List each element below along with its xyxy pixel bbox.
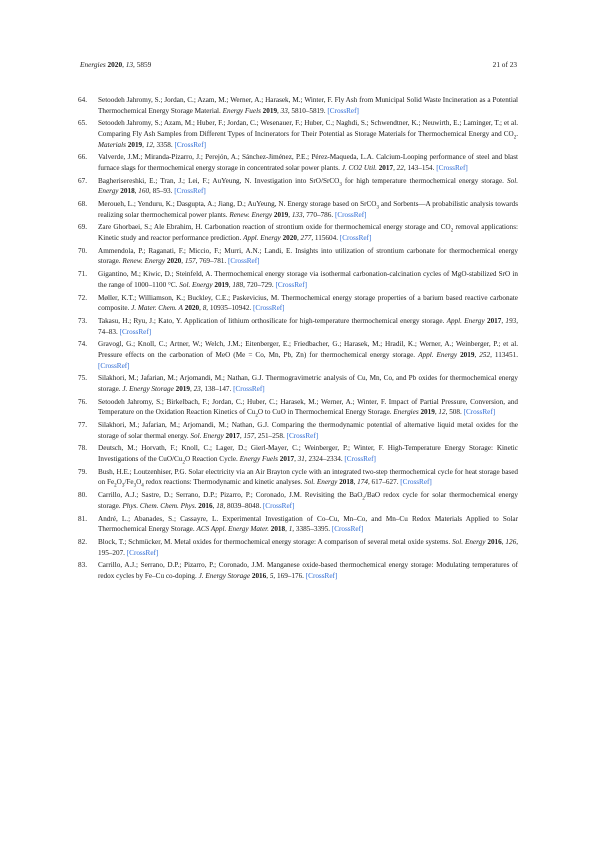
crossref-link[interactable]: [CrossRef] xyxy=(339,234,372,243)
reference-item xyxy=(78,514,518,535)
reference-title: Comparing the thermodynamic potential of alternative liquid metal oxides for the storage of solar thermal energy. xyxy=(98,421,518,440)
reference-authors: Bagherisereshki, E.; Tran, J.; Lei, F.; AuYeung, N. xyxy=(98,176,255,185)
reference-journal: Sol. Energy xyxy=(304,478,338,487)
reference-pages: 8039–8048. xyxy=(226,501,262,510)
reference-year: 2016 xyxy=(487,537,502,546)
reference-item xyxy=(78,199,518,220)
reference-pages: 195–207. xyxy=(98,548,125,557)
reference-authors: Silakhori, M.; Jafarian, M.; Arjomandi, M.; Nathan, G.J. xyxy=(98,374,266,383)
reference-number: 81. xyxy=(78,514,87,523)
reference-volume: 174 xyxy=(357,478,368,487)
page-number: 21 of 23 xyxy=(492,60,517,69)
reference-text: Bush, H.E.; Loutzenhiser, P.G. Solar electricity via an Air Brayton cycle with an integrated two-step thermochemical cycle for heat storage based on $Fe_2O_3/Fe_3O_4$ redox reactions: Thermodynamic and kinetic analyses. Sol. Energy 2018, 174, 617–627. [CrossRef] xyxy=(98,467,518,489)
reference-title: Impact of Partial Pressure, Conversion, and Temperature on the Oxidation Reaction Kinetics of $Cu_2O$ to CuO in Thermochemical Energy Storage. xyxy=(98,397,519,419)
reference-authors: Zare Ghorbaei, S.; Ale Ebrahim, H. xyxy=(98,223,205,232)
reference-text: Zare Ghorbaei, S.; Ale Ebrahim, H. Carbonation reaction of strontium oxide for thermochemical energy storage and $CO_2$ removal applications: Kinetic study and reactor performance prediction. Appl. Energy 2020, 277, 115604. [CrossRef] xyxy=(98,223,518,243)
reference-authors: Carrillo, A.J.; Sastre, D.; Serrano, D.P.; Pizarro, P.; Coronado, J.M. xyxy=(98,491,305,500)
crossref-link[interactable]: [CrossRef] xyxy=(463,408,496,417)
reference-journal: J. Energy Storage xyxy=(122,384,174,393)
reference-item xyxy=(78,176,518,197)
reference-volume: 157 xyxy=(243,431,255,440)
reference-pages: 10935–10942. xyxy=(209,304,252,313)
reference-title: High-Temperature Energy Storage: Kinetic Investigations of the CuO/$Cu_2O$ Reaction Cycle. xyxy=(98,444,518,466)
reference-authors: Setoodeh Jahromy, S.; Azam, M.; Huber, F.; Jordan, C.; Wesenauer, F.; Huber, C.; Naghdi, S.; Schwendtner, K.; Neuwirth, E.; Laminger, T.; et al. xyxy=(98,119,518,128)
reference-number: 71. xyxy=(78,270,87,279)
reference-journal: Renew. Energy xyxy=(122,257,166,266)
reference-year: 2017 xyxy=(279,455,295,464)
reference-year: 2019 xyxy=(175,384,190,393)
reference-journal: Energy Fuels xyxy=(222,106,261,115)
reference-journal: J. CO2 Util. xyxy=(341,163,377,172)
journal-year: 2020 xyxy=(107,60,123,69)
reference-authors: Setoodeh Jahromy, S.; Jordan, C.; Azam, M.; Werner, A.; Harasek, M.; Winter, F. xyxy=(98,96,335,104)
reference-volume: 252 xyxy=(479,350,491,359)
reference-item xyxy=(78,246,518,267)
reference-pages: 115604. xyxy=(314,234,338,243)
reference-volume: 126 xyxy=(505,537,517,546)
crossref-link[interactable]: [CrossRef] xyxy=(126,548,159,557)
reference-year: 2019 xyxy=(460,350,475,359)
reference-year: 2017 xyxy=(378,163,394,172)
reference-text: Møller, K.T.; Williamson, K.; Buckley, C.E.; Paskevicius, M. Thermochemical energy storage properties of a barium based reactive carbonate composite. J. Mater. Chem. A 2020, 8, 10935–10942. [CrossRef] xyxy=(98,293,518,313)
reference-pages: 508. xyxy=(449,408,462,417)
reference-authors: Møller, K.T.; Williamson, K.; Buckley, C.E.; Paskevicius, M. xyxy=(98,293,282,302)
reference-year: 2019 xyxy=(214,280,229,289)
crossref-link[interactable]: [CrossRef] xyxy=(400,478,432,487)
reference-authors: Takasu, H.; Ryu, J.; Kato, Y. xyxy=(98,316,184,325)
reference-authors: Meroueh, L.; Yenduru, K.; Dasgupta, A.; Jiang, D.; AuYeung, N. xyxy=(98,200,288,209)
reference-year: 2019 xyxy=(127,140,143,149)
reference-title: Revisiting the BaO$_2$/BaO redox cycle for solar thermochemical energy storage. xyxy=(98,491,518,510)
running-header xyxy=(80,59,517,71)
reference-volume: 8 xyxy=(202,304,207,313)
crossref-link[interactable]: [CrossRef] xyxy=(174,140,207,149)
reference-text: Meroueh, L.; Yenduru, K.; Dasgupta, A.; Jiang, D.; AuYeung, N. Energy storage based on SrCO$_3$ and Sorbents—A probabilistic analysis towards realizing solar thermochemical power plants. Renew. Energy 2019, 133, 770–786. [CrossRef] xyxy=(98,200,519,219)
reference-pages: 3385–3395. xyxy=(295,525,331,534)
reference-number: 82. xyxy=(78,537,87,546)
reference-text: Block, T.; Schmücker, M. Metal oxides for thermochemical energy storage: A comparison of several metal oxide systems. Sol. Energy 2016, 126, 195–207. [CrossRef] xyxy=(98,537,518,557)
reference-title: Thermochemical energy storage properties of a barium based reactive carbonate composite. xyxy=(98,293,518,313)
reference-journal: Phys. Chem. Chem. Phys. xyxy=(122,501,197,510)
reference-item xyxy=(78,293,518,314)
reference-journal: Appl. Energy xyxy=(446,316,485,325)
reference-pages: 169–176. xyxy=(277,571,304,580)
reference-title: Energy storage based on SrCO$_3$ and Sorbents—A probabilistic analysis towards realizing solar thermochemical power plants. xyxy=(98,200,519,219)
reference-journal: Sol. Energy xyxy=(190,431,224,440)
reference-number: 68. xyxy=(78,200,87,209)
reference-item xyxy=(78,490,518,511)
reference-authors: Valverde, J.M.; Miranda-Pizarro, J.; Perejón, A.; Sánchez-Jiménez, P.E.; Pérez-Maqueda, L.A. xyxy=(98,153,377,162)
reference-journal: J. Energy Storage xyxy=(198,571,251,580)
reference-year: 2020 xyxy=(166,257,182,266)
reference-journal: Energies xyxy=(393,408,419,417)
reference-pages: 3358. xyxy=(156,140,173,149)
reference-number: 76. xyxy=(78,397,87,406)
reference-number: 70. xyxy=(78,246,87,255)
reference-volume: 188 xyxy=(232,280,244,289)
reference-text: Setoodeh Jahromy, S.; Jordan, C.; Azam, M.; Werner, A.; Harasek, M.; Winter, F. Fly Ash from Municipal Solid Waste Incineration as a Potential Thermochemical Energy Storage Material. Energy Fuels 2019, 33, 5810–5819. [CrossRef] xyxy=(98,96,519,115)
reference-item xyxy=(78,373,518,394)
crossref-link[interactable]: [CrossRef] xyxy=(327,106,359,115)
reference-number: 72. xyxy=(78,293,87,302)
reference-journal: Sol. Energy xyxy=(179,280,213,289)
reference-authors: Silakhori, M.; Jafarian, M.; Arjomandi, M.; Nathan, G.J. xyxy=(98,421,272,430)
reference-journal: Sol. Energy xyxy=(98,176,518,196)
reference-journal: J. Mater. Chem. A xyxy=(131,304,183,313)
reference-number: 74. xyxy=(78,340,87,349)
reference-pages: 143–154. xyxy=(407,163,435,172)
reference-title: Carbonation reaction of strontium oxide for thermochemical energy storage and $CO_2$ removal applications: Kinetic study and reactor performance prediction. xyxy=(98,223,518,243)
reference-year: 2018 xyxy=(339,478,354,487)
reference-text: Carrillo, A.J.; Sastre, D.; Serrano, D.P.; Pizarro, P.; Coronado, J.M. Revisiting the BaO$_2$/BaO redox cycle for solar thermochemical energy storage. Phys. Chem. Chem. Phys. 2016, 18, 8039–8048. [CrossRef] xyxy=(98,491,518,510)
reference-journal: Appl. Energy xyxy=(243,234,281,243)
crossref-link[interactable]: [CrossRef] xyxy=(174,187,206,196)
reference-year: 2020 xyxy=(282,234,297,243)
reference-year: 2018 xyxy=(270,525,286,534)
reference-text: Gigantino, M.; Kiwic, D.; Steinfeld, A. Thermochemical energy storage via isothermal carbonation-calcination cycles of MgO-stabilized SrO in the range of 1000–1100 °C. Sol. Energy 2019, 188, 720–729. [CrossRef] xyxy=(98,270,519,289)
reference-authors: Carrillo, A.J.; Serrano, D.P.; Pizarro, P.; Coronado, J.M. xyxy=(98,561,267,570)
reference-number: 83. xyxy=(78,561,87,570)
reference-pages: 2324–2334. xyxy=(308,455,343,464)
reference-item xyxy=(78,397,518,418)
reference-title: Solar electricity via an Air Brayton cycle with an integrated two-step thermochemical cycle for heat storage based on $Fe_2O_3/Fe_3O_4$ redox reactions: Thermodynamic and kinetic analyses. xyxy=(98,467,518,489)
reference-journal: ACS Appl. Energy Mater. xyxy=(196,525,269,534)
reference-pages: 251–258. xyxy=(257,431,285,440)
reference-year: 2018 xyxy=(120,187,135,196)
reference-volume: 1 xyxy=(288,525,293,534)
reference-title: Pressure effects on the carbonation of MeO (Me = Co, Mn, Pb, Zn) for thermochemical energy storage. xyxy=(98,350,419,359)
reference-number: 65. xyxy=(78,119,87,128)
reference-list xyxy=(78,95,518,584)
reference-number: 78. xyxy=(78,444,87,453)
reference-item xyxy=(78,443,518,464)
reference-volume: 12 xyxy=(145,140,153,149)
journal-volume: 13 xyxy=(125,60,134,69)
reference-number: 69. xyxy=(78,223,87,232)
reference-year: 2019 xyxy=(420,408,435,417)
reference-year: 2019 xyxy=(273,210,289,219)
reference-title: Comparing Fly Ash Samples from Different Types of Incinerators for Their Potential as Storage Materials for Thermochemical Energy and $CO_2$. xyxy=(98,129,518,141)
reference-number: 79. xyxy=(78,467,87,476)
reference-pages: 5810–5819. xyxy=(291,106,326,115)
crossref-link[interactable]: [CrossRef] xyxy=(233,384,265,393)
reference-journal: Energy Fuels xyxy=(239,455,278,464)
reference-volume: 23 xyxy=(193,384,201,393)
crossref-link[interactable]: [CrossRef] xyxy=(436,163,468,172)
article-number: 5859 xyxy=(136,60,152,69)
reference-authors: Gravogl, G.; Knoll, C.; Artner, W.; Welch, J.M.; Eitenberger, E.; Friedbacher, G.; Harasek, M.; Hradil, K.; Werner, A.; Weinberger, P.; et al. xyxy=(98,340,518,349)
reference-title: Calcium-Looping performance of steel and blast furnace slags for thermochemical energy storage in concentrated solar power plants. xyxy=(98,153,519,172)
reference-title: Experimental Investigation of Co–Cu, Mn–Co, and Mn–Cu Redox Materials Applied to Solar Thermochemical Energy Storage. xyxy=(98,514,518,534)
reference-text: Valverde, J.M.; Miranda-Pizarro, J.; Perejón, A.; Sánchez-Jiménez, P.E.; Pérez-Maqueda, L.A. Calcium-Looping performance of steel and blast furnace slags for thermochemical energy storage in concentrated solar power plants. J. CO2 Util. 2017, 22, 143–154. [CrossRef] xyxy=(98,153,519,172)
reference-volume: 5 xyxy=(269,571,274,580)
crossref-link[interactable]: [CrossRef] xyxy=(275,280,307,289)
reference-number: 80. xyxy=(78,491,87,500)
reference-volume: 157 xyxy=(184,257,196,266)
reference-number: 73. xyxy=(78,316,87,325)
reference-journal: Materials xyxy=(98,140,126,149)
reference-item xyxy=(78,467,518,488)
reference-title: Thermogravimetric analysis of Cu, Mn, Co, and Pb oxides for thermochemical energy storage. xyxy=(98,374,518,393)
reference-volume: 12 xyxy=(438,408,446,417)
journal-name: Energies xyxy=(80,60,106,69)
reference-title: Fly Ash from Municipal Solid Waste Incineration as a Potential Thermochemical Energy Storage Material. xyxy=(98,96,519,115)
reference-item xyxy=(78,152,518,173)
reference-volume: 22 xyxy=(396,163,404,172)
reference-item xyxy=(78,537,518,558)
reference-pages: 770–786. xyxy=(306,210,334,219)
reference-year: 2016 xyxy=(251,571,267,580)
reference-text: Silakhori, M.; Jafarian, M.; Arjomandi, M.; Nathan, G.J. Comparing the thermodynamic potential of alternative liquid metal oxides for the storage of solar thermal energy. Sol. Energy 2017, 157, 251–258. [CrossRef] xyxy=(98,421,518,440)
crossref-link[interactable]: [CrossRef] xyxy=(331,525,364,534)
reference-pages: 113451. xyxy=(494,350,519,359)
reference-authors: Block, T.; Schmücker, M. xyxy=(98,537,175,546)
reference-year: 2016 xyxy=(198,501,213,510)
crossref-link[interactable]: [CrossRef] xyxy=(334,210,367,219)
reference-volume: 277 xyxy=(300,234,312,243)
reference-volume: 160 xyxy=(138,187,150,196)
crossref-link[interactable]: [CrossRef] xyxy=(119,327,152,336)
reference-item xyxy=(78,222,518,243)
reference-title: Application of lithium orthosilicate for high-temperature thermochemical energy storage. xyxy=(183,316,447,325)
reference-pages: 769–781. xyxy=(199,257,227,266)
reference-pages: 720–729. xyxy=(246,280,274,289)
reference-text: Setoodeh Jahromy, S.; Azam, M.; Huber, F.; Jordan, C.; Wesenauer, F.; Huber, C.; Naghdi, S.; Schwendtner, K.; Neuwirth, E.; Laminger, T.; et al. Comparing Fly Ash Samples from Different Types of Incinerators for Their Potential as Storage Materials for Thermochemical Energy and $CO_2$. Materials 2019, 12, 3358. [CrossRef] xyxy=(98,119,518,149)
reference-authors: Bush, H.E.; Loutzenhiser, P.G. xyxy=(98,467,189,476)
journal-citation: Energies 2020, 13, 5859 xyxy=(80,60,152,69)
reference-year: 2020 xyxy=(184,304,200,313)
reference-number: 77. xyxy=(78,421,87,430)
crossref-link[interactable]: [CrossRef] xyxy=(227,257,260,266)
reference-number: 64. xyxy=(78,96,87,104)
reference-text: André, L.; Abanades, S.; Cassayre, L. Experimental Investigation of Co–Cu, Mn–Co, and Mn–Cu Redox Materials Applied to Solar Thermochemical Energy Storage. ACS Appl. Energy Mater. 2018, 1, 3385–3395. [CrossRef] xyxy=(98,514,518,534)
reference-title: Insights into utilization of strontium carbonate for thermochemical energy storage. xyxy=(98,246,518,266)
reference-authors: Setoodeh Jahromy, S.; Birkelbach, F.; Jordan, C.; Huber, C.; Harasek, M.; Werner, A.; Winter, F. xyxy=(98,397,389,406)
reference-text: Gravogl, G.; Knoll, C.; Artner, W.; Welch, J.M.; Eitenberger, E.; Friedbacher, G.; Harasek, M.; Hradil, K.; Werner, A.; Weinberger, P.; et al. Pressure effects on the carbonation of MeO (Me = Co, Mn, Pb, Zn) for thermochemical energy storage. Appl. Energy 2019, 252, 113451. [CrossRef] xyxy=(98,340,519,370)
reference-year: 2019 xyxy=(262,106,278,115)
reference-journal: Sol. Energy xyxy=(452,537,486,546)
reference-pages: 138–147. xyxy=(204,384,232,393)
reference-text: Deutsch, M.; Horvath, F.; Knoll, C.; Lager, D.; Gierl-Mayer, C.; Weinberger, P.; Winter, F. High-Temperature Energy Storage: Kinetic Investigations of the CuO/$Cu_2O$ Reaction Cycle. Energy Fuels 2017, 31, 2324–2334. [CrossRef] xyxy=(98,444,518,466)
reference-title: Thermochemical energy storage via isothermal carbonation-calcination cycles of MgO-stabilized SrO in the range of 1000–1100 °C. xyxy=(98,270,519,289)
reference-journal: Appl. Energy xyxy=(418,350,458,359)
reference-number: 67. xyxy=(78,176,87,185)
reference-text: Bagherisereshki, E.; Tran, J.; Lei, F.; AuYeung, N. Investigation into SrO/SrCO$_3$ for high temperature thermochemical energy storage. Sol. Energy 2018, 160, 85–93. [CrossRef] xyxy=(98,176,518,196)
reference-authors: André, L.; Abanades, S.; Cassayre, L. xyxy=(98,514,223,523)
reference-volume: 33 xyxy=(280,106,288,115)
reference-text: Silakhori, M.; Jafarian, M.; Arjomandi, M.; Nathan, G.J. Thermogravimetric analysis of Cu, Mn, Co, and Pb oxides for thermochemical energy storage. J. Energy Storage 2019, 23, 138–147. [CrossRef] xyxy=(98,374,518,393)
reference-year: 2017 xyxy=(225,431,240,440)
reference-item xyxy=(78,560,518,581)
reference-number: 66. xyxy=(78,153,87,162)
reference-volume: 133 xyxy=(291,210,303,219)
reference-item xyxy=(78,95,518,116)
reference-text: Takasu, H.; Ryu, J.; Kato, Y. Application of lithium orthosilicate for high-temperature thermochemical energy storage. Appl. Energy 2017, 193, 74–83. [CrossRef] xyxy=(98,316,518,336)
crossref-link[interactable]: [CrossRef] xyxy=(262,501,295,510)
reference-title: Investigation into SrO/SrCO$_3$ for high temperature thermochemical energy storage. xyxy=(254,176,508,188)
reference-pages: 617–627. xyxy=(371,478,399,487)
reference-volume: 31 xyxy=(297,455,305,464)
reference-item xyxy=(78,420,518,441)
reference-item xyxy=(78,269,518,290)
reference-year: 2017 xyxy=(486,316,502,325)
reference-authors: Ammendola, P.; Raganati, F.; Miccio, F.; Murri, A.N.; Landi, E. xyxy=(98,246,296,255)
reference-journal: Renew. Energy xyxy=(229,210,273,219)
reference-item xyxy=(78,118,518,150)
crossref-link[interactable]: [CrossRef] xyxy=(98,361,130,370)
reference-item xyxy=(78,339,518,371)
crossref-link[interactable]: [CrossRef] xyxy=(344,455,376,464)
reference-authors: Gigantino, M.; Kiwic, D.; Steinfeld, A. xyxy=(98,270,215,279)
crossref-link[interactable]: [CrossRef] xyxy=(253,304,285,313)
reference-pages: 85–93. xyxy=(152,187,173,196)
crossref-link[interactable]: [CrossRef] xyxy=(286,431,319,440)
reference-text: Carrillo, A.J.; Serrano, D.P.; Pizarro, P.; Coronado, J.M. Manganese oxide-based thermochemical energy storage: Modulating temperatures of redox cycles by Fe–Cu co-doping. J. Energy Storage 2016, 5, 169–176. [CrossRef] xyxy=(98,561,519,580)
reference-authors: Deutsch, M.; Horvath, F.; Knoll, C.; Lager, D.; Gierl-Mayer, C.; Weinberger, P.; Winter, F. xyxy=(98,444,388,453)
reference-text: Setoodeh Jahromy, S.; Birkelbach, F.; Jordan, C.; Huber, C.; Harasek, M.; Werner, A.; Winter, F. Impact of Partial Pressure, Conversion, and Temperature on the Oxidation Reaction Kinetics of $Cu_2O$ to CuO in Thermochemical Energy Storage. Energies 2019, 12, 508. [CrossRef] xyxy=(98,397,519,419)
reference-title: Metal oxides for thermochemical energy storage: A comparison of several metal oxide systems. xyxy=(174,537,453,546)
reference-pages: 74–83. xyxy=(98,327,118,336)
reference-item xyxy=(78,316,518,337)
reference-volume: 18 xyxy=(216,501,224,510)
reference-number: 75. xyxy=(78,374,87,383)
crossref-link[interactable]: [CrossRef] xyxy=(305,571,338,580)
reference-title: Manganese oxide-based thermochemical energy storage: Modulating temperatures of redox cycles by Fe–Cu co-doping. xyxy=(98,561,519,580)
reference-volume: 193 xyxy=(505,316,517,325)
reference-text: Ammendola, P.; Raganati, F.; Miccio, F.; Murri, A.N.; Landi, E. Insights into utilization of strontium carbonate for thermochemical energy storage. Renew. Energy 2020, 157, 769–781. [CrossRef] xyxy=(98,246,518,266)
